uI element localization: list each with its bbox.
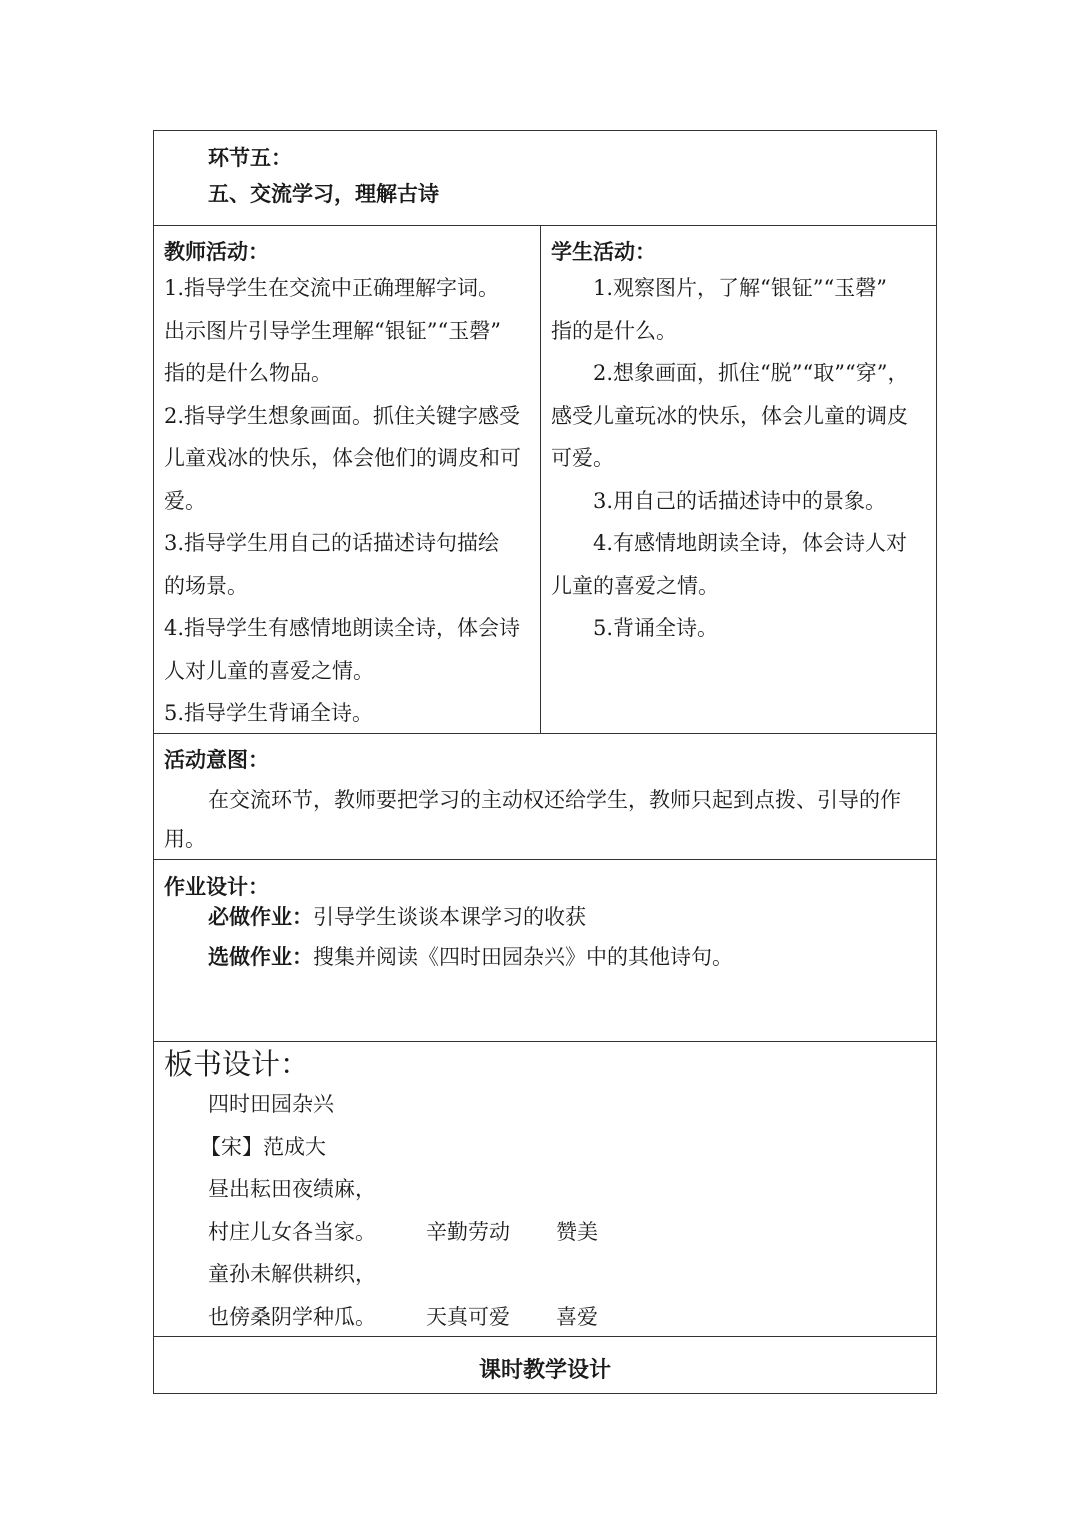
- optional-text: 搜集并阅读《四时田园杂兴》中的其他诗句。: [313, 945, 733, 969]
- student-line: 3.用自己的话描述诗中的景象。: [593, 489, 887, 513]
- student-heading: 学生活动：: [551, 239, 656, 264]
- activities-row: [154, 225, 936, 733]
- teacher-line: 5.指导学生背诵全诗。: [164, 701, 374, 725]
- student-line: 可爱。: [551, 446, 614, 470]
- poem-verse: 村庄儿女各当家。: [208, 1220, 376, 1244]
- student-column: [540, 226, 936, 733]
- board-heading: 板书设计：: [164, 1047, 310, 1081]
- required-label: 必做作业：: [208, 904, 313, 929]
- required-homework: [208, 906, 586, 928]
- teacher-heading: 教师活动：: [164, 239, 269, 264]
- teacher-line: 4.指导学生有感情地朗读全诗，体会诗: [164, 616, 521, 640]
- teacher-line: 指的是什么物品。: [164, 361, 332, 385]
- student-line: 2.想象画面，抓住“脱”“取”“穿”，: [593, 361, 909, 385]
- student-line: 感受儿童玩冰的快乐，体会儿童的调皮: [551, 404, 908, 428]
- lesson-plan-table: [153, 130, 937, 1394]
- student-line: 5.背诵全诗。: [593, 616, 719, 640]
- board-note: 天真可爱: [426, 1305, 510, 1329]
- stage-label: 环节五：: [208, 145, 292, 170]
- homework-row: [154, 859, 936, 1041]
- intent-text-line1: 在交流环节，教师要把学习的主动权还给学生，教师只起到点拨、引导的作: [208, 788, 901, 812]
- student-line: 1.观察图片，了解“银钲”“玉磬”: [593, 276, 887, 300]
- footer-title: 课时教学设计: [478, 1357, 611, 1383]
- student-line: 4.有感情地朗读全诗，体会诗人对: [593, 531, 908, 555]
- optional-label: 选做作业：: [208, 944, 313, 969]
- student-line: 指的是什么。: [551, 319, 677, 343]
- poem-title: 四时田园杂兴: [208, 1092, 334, 1116]
- student-line: 儿童的喜爱之情。: [551, 574, 719, 598]
- teacher-column: [154, 226, 541, 733]
- optional-homework: [208, 946, 733, 968]
- teacher-line: 出示图片引导学生理解“银钲”“玉磬”: [164, 319, 501, 343]
- board-note: 辛勤劳动: [426, 1220, 510, 1244]
- poem-verse: 童孙未解供耕织，: [208, 1262, 376, 1286]
- poem-verse: 昼出耘田夜绩麻，: [208, 1177, 376, 1201]
- poem-verse: 也傍桑阴学种瓜。: [208, 1305, 376, 1329]
- footer-row: [154, 1336, 936, 1394]
- teacher-line: 儿童戏冰的快乐，体会他们的调皮和可: [164, 446, 521, 470]
- teacher-line: 1.指导学生在交流中正确理解字词。: [164, 276, 500, 300]
- homework-heading: 作业设计：: [164, 874, 269, 899]
- teacher-line: 爱。: [164, 489, 206, 513]
- intent-row: [154, 733, 936, 859]
- intent-text-line2: 用。: [164, 827, 206, 851]
- poem-author: 【宋】范成大: [200, 1135, 326, 1159]
- board-note: 赞美: [556, 1220, 598, 1244]
- section-title: 五、交流学习，理解古诗: [208, 181, 439, 206]
- board-note: 喜爱: [556, 1305, 598, 1329]
- teacher-line: 的场景。: [164, 574, 248, 598]
- teacher-line: 3.指导学生用自己的话描述诗句描绘: [164, 531, 500, 555]
- teacher-line: 2.指导学生想象画面。抓住关键字感受: [164, 404, 521, 428]
- required-text: 引导学生谈谈本课学习的收获: [313, 905, 586, 929]
- section-five-row: [154, 131, 936, 225]
- teacher-line: 人对儿童的喜爱之情。: [164, 659, 374, 683]
- intent-heading: 活动意图：: [164, 747, 269, 772]
- board-design-row: [154, 1041, 936, 1336]
